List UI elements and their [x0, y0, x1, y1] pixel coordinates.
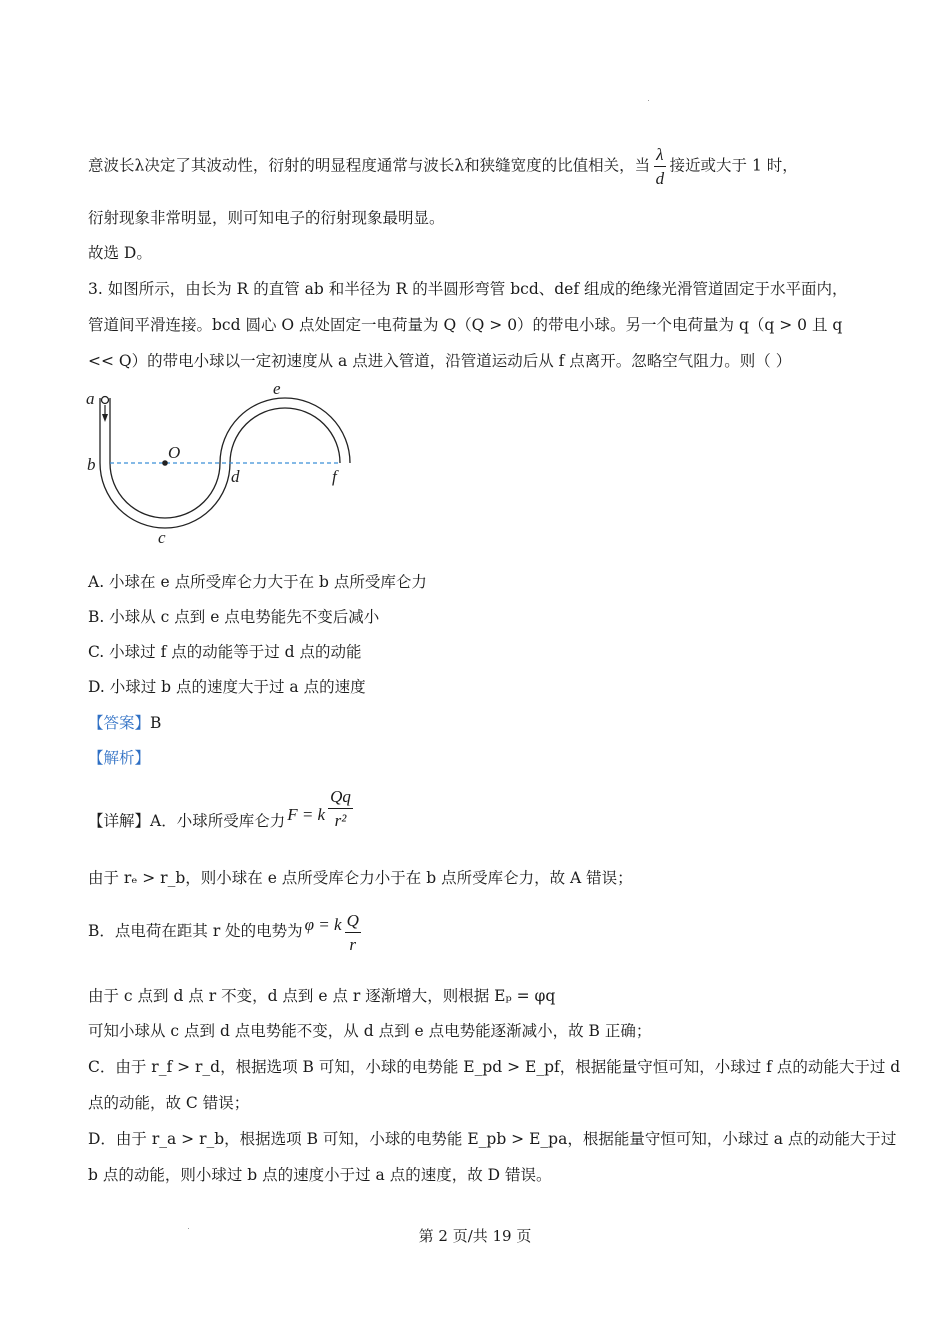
detail-d-line-2: b 点的动能，则小球过 b 点的速度小于过 a 点的速度，故 D 错误。 — [88, 1166, 552, 1184]
label-d: d — [231, 467, 240, 486]
label-e: e — [273, 379, 281, 398]
intro-line-2: 衍射现象非常明显，则可知电子的衍射现象最明显。 — [88, 209, 445, 227]
potential-fraction: $\frac{Q}{r}$ — [346, 910, 359, 954]
detail-a-line-1: 【详解】A．小球所受库仑力 F = k $\frac{Qq}{\text{r²}}$ — [88, 787, 351, 830]
detail-b-line-3: 可知小球从 c 点到 d 点电势能不变，从 d 点到 e 点电势能逐渐减小，故 B 正确； — [88, 1022, 652, 1040]
ball-a — [102, 397, 109, 404]
potential-formula-lhs: φ = k — [304, 915, 342, 934]
arc-bcd-inner — [110, 463, 220, 518]
arc-def-inner — [230, 408, 340, 463]
page-speck-top — [648, 100, 649, 101]
detail-b-line-1: B．点电荷在距其 r 处的电势为 φ = k $\frac{Q}{r}$ — [88, 910, 359, 954]
option-a: A. 小球在 e 点所受库仑力大于在 b 点所受库仑力 — [88, 573, 427, 591]
coulomb-formula-lhs: F = k — [287, 805, 326, 824]
option-d: D. 小球过 b 点的速度大于过 a 点的速度 — [88, 678, 366, 696]
answer-line — [88, 712, 868, 734]
question-line-2: 管道间平滑连接。bcd 圆心 O 点处固定一电荷量为 Q（Q > 0）的带电小球。另一个电荷量为 q（q > 0 且 q — [88, 316, 843, 334]
lambda-over-d-fraction: $\frac{\lambda}{d}$ — [655, 145, 665, 188]
page-footer: 第 2 页/共 19 页 — [418, 1227, 532, 1245]
question-line-3: << Q）的带电小球以一定初速度从 a 点进入管道，沿管道运动后从 f 点离开。忽略空气阻力。则（ ） — [88, 352, 792, 370]
detail-d-line-1: D．由于 r_a > r_b，根据选项 B 可知，小球的电势能 E_pb > E_pa，根据能量守恒可知，小球过 a 点的动能大于过 — [88, 1130, 897, 1148]
option-b: B. 小球从 c 点到 e 点电势能先不变后减小 — [88, 608, 380, 626]
label-b: b — [87, 455, 96, 474]
question-line-1: 3. 如图所示，由长为 R 的直管 ab 和半径为 R 的半圆形弯管 bcd、def 组成的绝缘光滑管道固定于水平面内， — [88, 280, 848, 298]
label-f: f — [332, 467, 337, 486]
detail-b-line-2: 由于 c 点到 d 点 r 不变，d 点到 e 点 r 逐渐增大，则根据 Eₚ = φq — [88, 987, 556, 1005]
detail-a-line-2: 由于 rₑ > r_b，则小球在 e 点所受库仑力小于在 b 点所受库仑力，故 A 错误； — [88, 869, 633, 887]
center-o-dot — [162, 460, 168, 466]
pipe-figure — [80, 378, 370, 553]
coulomb-fraction: $\frac{Qq}{\text{r²}}$ — [330, 787, 351, 830]
label-o: O — [168, 443, 181, 462]
label-c: c — [158, 528, 166, 547]
label-a: a — [86, 389, 95, 408]
option-c: C. 小球过 f 点的动能等于过 d 点的动能 — [88, 643, 362, 661]
arrow-head-icon — [102, 414, 108, 422]
analysis-tag: 【解析】 — [88, 749, 151, 767]
answer-value: B — [150, 714, 162, 732]
intro-line-1: 意波长λ决定了其波动性，衍射的明显程度通常与波长λ和狭缝宽度的比值相关，当 $\frac{\lambda}{d}$ 接近或大于 1 时， — [88, 145, 798, 188]
detail-c-line-1: C．由于 r_f > r_d，根据选项 B 可知，小球的电势能 E_pd > E_pf，根据能量守恒可知，小球过 f 点的动能大于过 d — [88, 1058, 901, 1076]
answer-tag: 【答案】 — [88, 714, 151, 732]
detail-c-line-2: 点的动能，故 C 错误； — [88, 1094, 250, 1112]
intro-line-3: 故选 D。 — [88, 244, 152, 262]
